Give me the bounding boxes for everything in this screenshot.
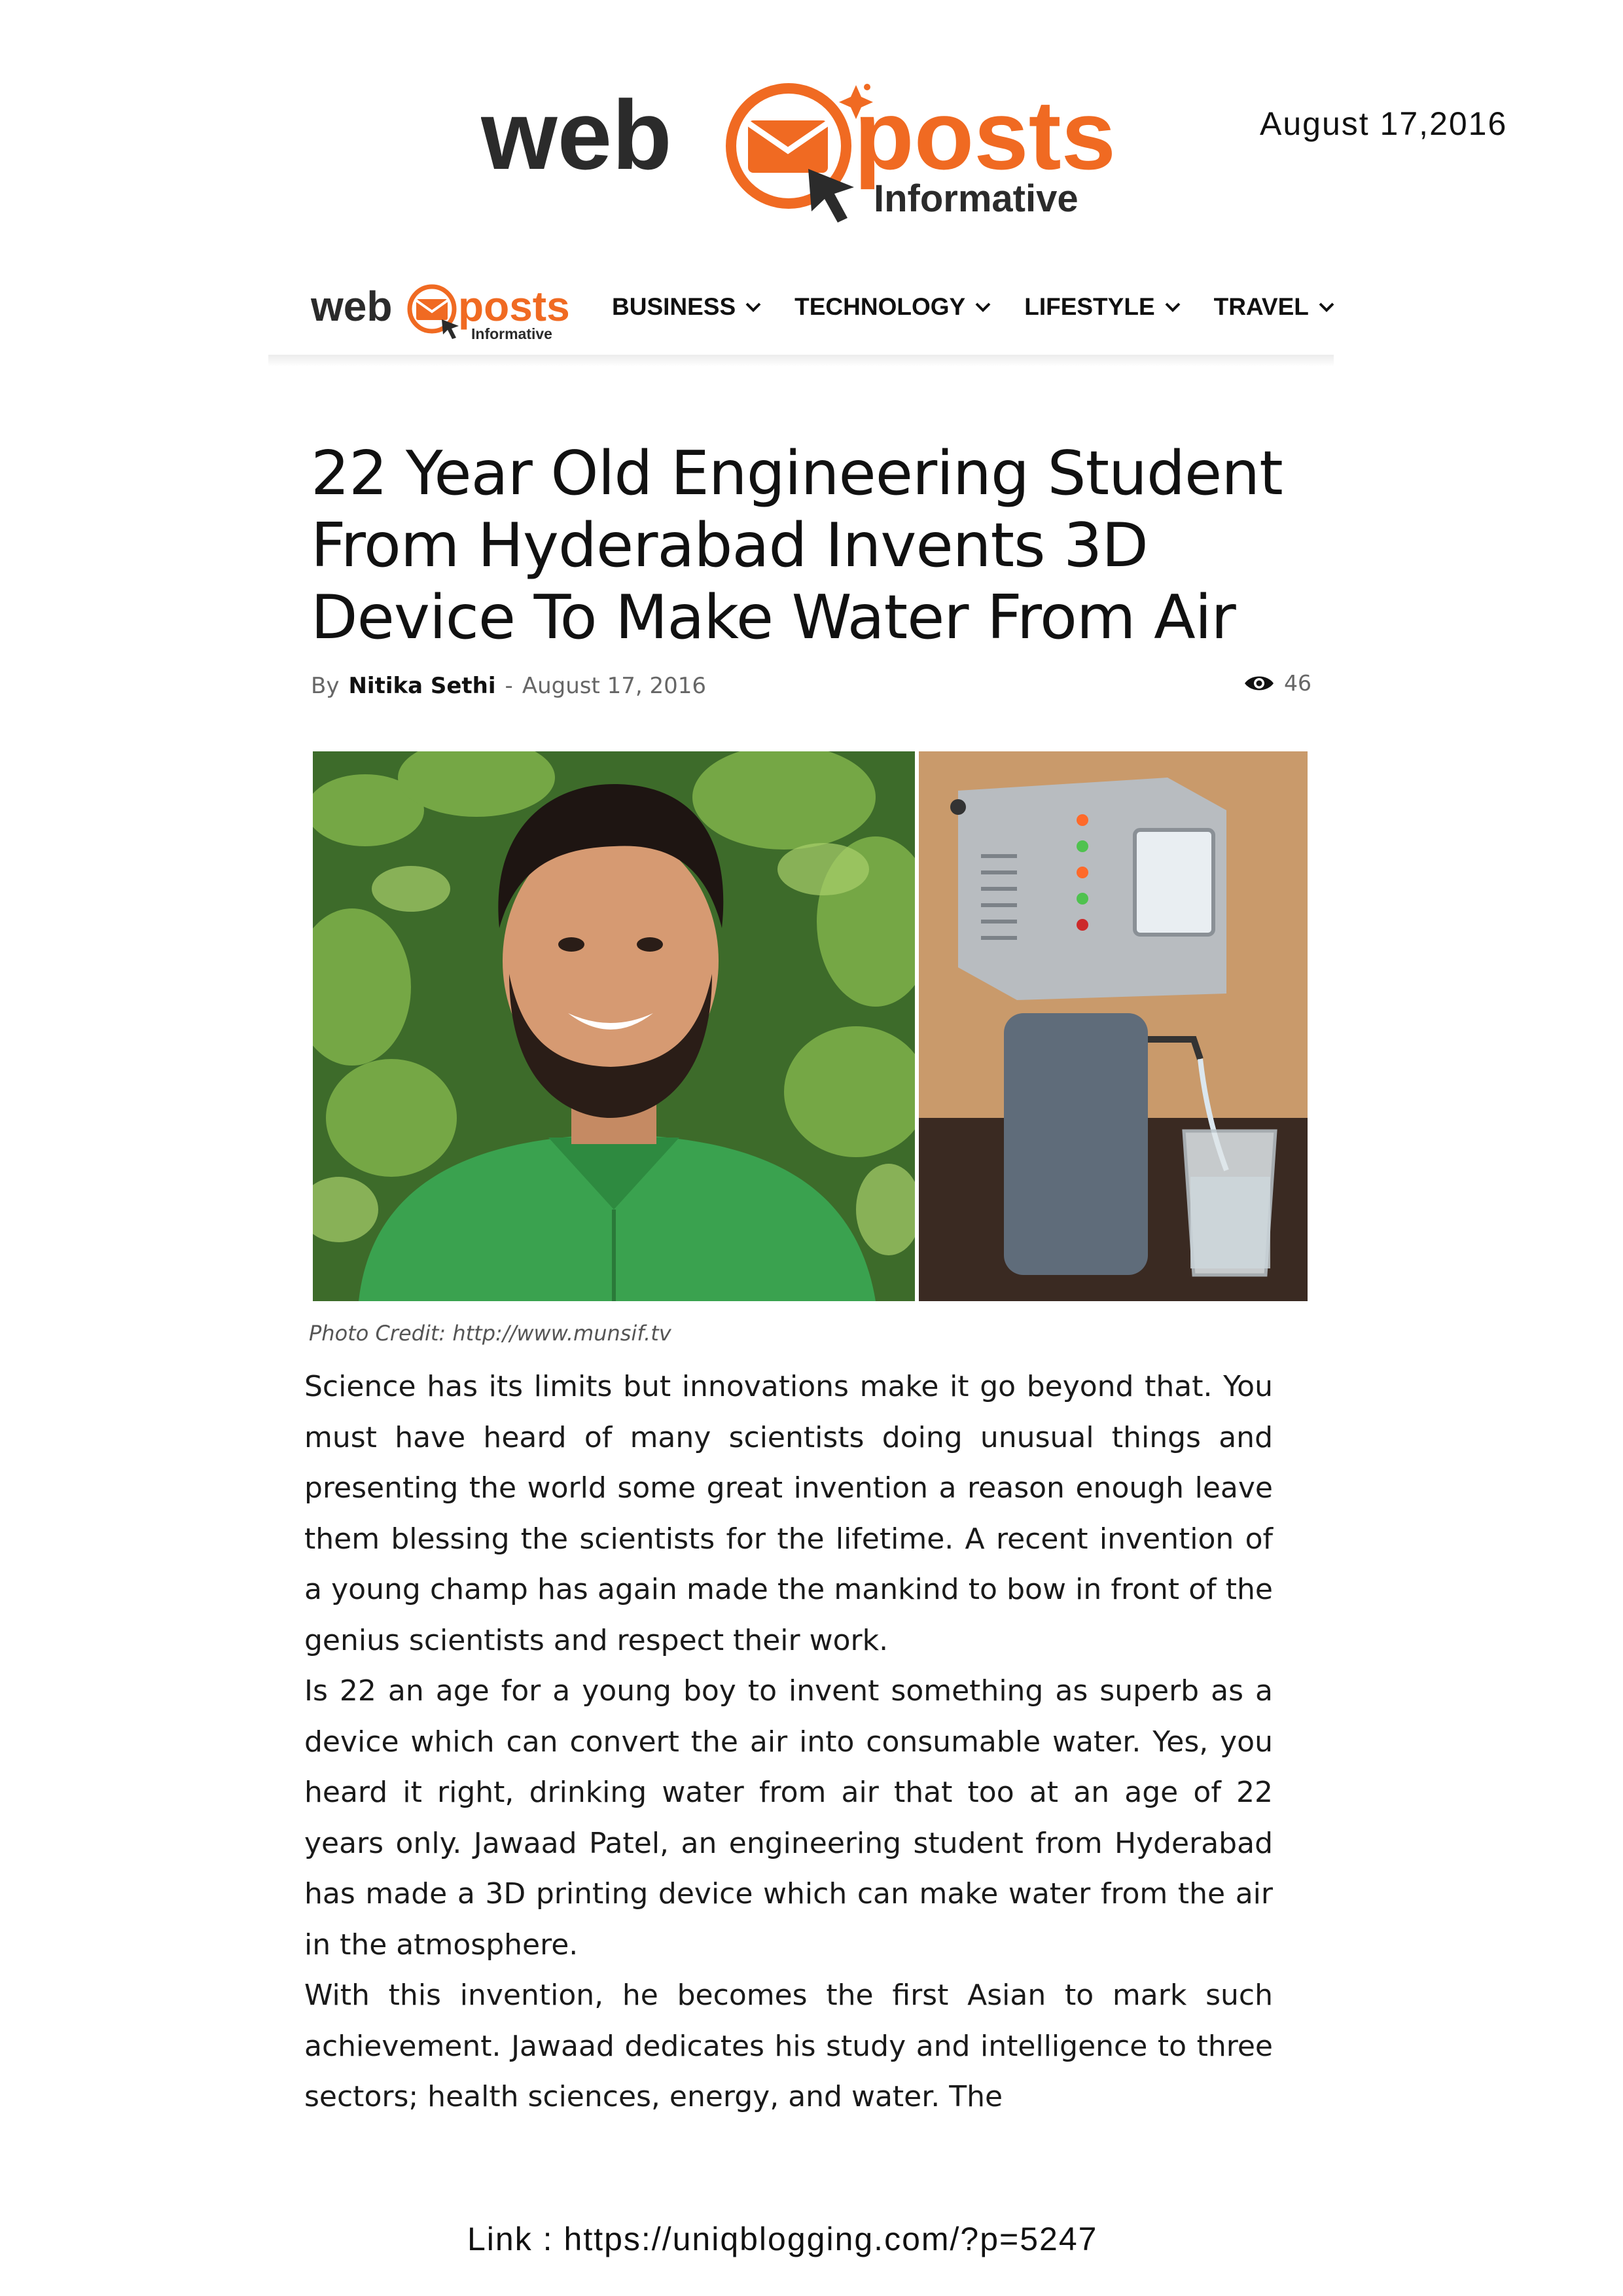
article-title-line: 22 Year Old Engineering Student (311, 438, 1283, 509)
device-photo (919, 751, 1308, 1301)
chevron-down-icon (1318, 301, 1335, 313)
nav-item-label: TRAVEL (1213, 293, 1309, 320)
chevron-down-icon (745, 301, 762, 313)
navbar (268, 262, 1334, 360)
publish-date: August 17, 2016 (522, 673, 707, 699)
logo-text-posts: posts (854, 80, 1116, 190)
footer-link-label: Link : (467, 2221, 554, 2257)
nav-item-label: LIFESTYLE (1024, 293, 1155, 320)
article-title-line: Device To Make Water From Air (311, 582, 1236, 653)
footer-link-url[interactable]: https://uniqblogging.com/?p=5247 (563, 2221, 1098, 2257)
view-count (1243, 670, 1311, 696)
nav-menu (612, 293, 1335, 321)
nav-item-business[interactable] (612, 293, 762, 321)
chevron-down-icon (974, 301, 991, 313)
site-logo-small[interactable] (311, 281, 573, 344)
by-label: By (311, 673, 340, 699)
byline-separator: - (505, 673, 513, 699)
photo-credit: Photo Credit: http://www.munsif.tv (309, 1321, 671, 1346)
logo-tagline: Informative (874, 177, 1079, 220)
footer-link (467, 2220, 1097, 2258)
site-logo-large[interactable] (481, 77, 1135, 234)
article-paragraph: Is 22 an age for a young boy to invent something as superb as a device which can convert the air into consumable water. Yes, you heard it right, drinking water from air that too at an age of 22 years only. Jawaad Patel, an engineering student from Hyderabad has made a 3D printing device which can make water from the air in the atmosphere. (304, 1674, 1273, 1962)
article-paragraph: Science has its limits but innovations make it go beyond that. You must have heard of many scientists doing unusual things and presenting the world some great invention a reason enough leave them blessing the scientists for the lifetime. A recent invention of a young champ has again made the mankind to bow in front of the genius scientists and respect their work. (304, 1370, 1273, 1657)
article-title-line: From Hyderabad Invents 3D (311, 510, 1148, 581)
nav-item-travel[interactable] (1214, 293, 1335, 321)
envelope-cursor-icon (410, 287, 459, 339)
article-body (304, 1361, 1273, 2123)
portrait-photo (313, 751, 915, 1301)
nav-item-label: TECHNOLOGY (794, 293, 966, 320)
navbar-divider (268, 355, 1334, 367)
nav-item-technology[interactable] (794, 293, 991, 321)
logo-text-web: web (481, 80, 672, 190)
small-logo-tagline: Informative (471, 325, 552, 342)
chevron-down-icon (1164, 301, 1181, 313)
eye-icon (1243, 673, 1275, 693)
envelope-cursor-icon (731, 84, 873, 223)
author-link[interactable]: Nitika Sethi (348, 673, 496, 699)
nav-item-lifestyle[interactable] (1024, 293, 1181, 321)
featured-image (313, 751, 1308, 1301)
nav-item-label: BUSINESS (612, 293, 736, 320)
small-logo-text-web: web (311, 283, 393, 330)
small-logo-text-posts: posts (458, 283, 570, 330)
article-paragraph: With this invention, he becomes the first Asian to mark such achievement. Jawaad dedicates his study and intelligence to three sectors; health sciences, energy, and water. The (304, 1979, 1273, 2113)
byline (311, 673, 706, 699)
header-date: August 17,2016 (1260, 105, 1508, 142)
article-title (311, 437, 1332, 653)
view-count-value: 46 (1284, 670, 1311, 696)
